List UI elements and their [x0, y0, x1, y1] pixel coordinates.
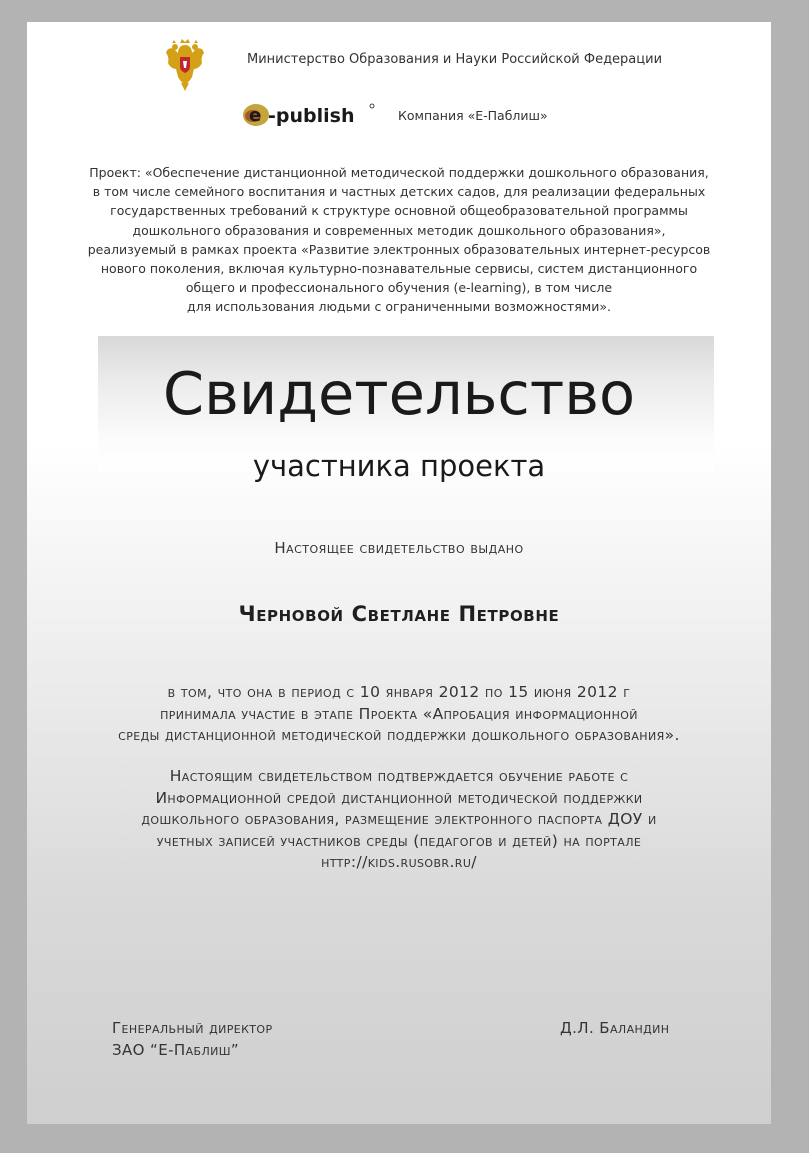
confirmation-text — [27, 766, 771, 874]
ministry-name: Министерство Образования и Науки Российской Федерации — [247, 52, 663, 67]
confirm-line: Информационной средой дистанционной методической поддержки — [155, 788, 643, 807]
company-name: Компания «Е-Паблиш» — [398, 108, 548, 123]
participation-period — [27, 682, 771, 747]
confirm-line: Настоящим свидетельством подтверждается обучение работе с — [169, 767, 629, 785]
project-line: в том числе семейного воспитания и частных детских садов, для реализации федеральных — [92, 184, 706, 200]
recipient-name: Черновой Светлане Петровне — [238, 602, 560, 626]
project-description — [57, 163, 741, 317]
signer-position — [112, 1017, 273, 1061]
period-line: среды дистанционной методической поддержки дошкольного образования». — [118, 726, 680, 745]
project-line: общего и профессионального обучения (e-learning), в том числе — [185, 280, 613, 296]
signer-title: Генеральный директор — [112, 1019, 273, 1037]
period-line: в том, что она в период с 10 января 2012 по 15 июня 2012 г — [167, 683, 631, 701]
project-line: Проект: «Обеспечение дистанционной методической поддержки дошкольного образования, — [89, 165, 709, 180]
project-line: реализуемый в рамках проекта «Развитие электронных образовательных интернет-ресурсов — [87, 241, 711, 257]
signer-name: Д.Л. Баландин — [560, 1019, 670, 1037]
project-line: дошкольного образования и современных методик дошкольного образования», — [132, 222, 666, 238]
project-line: для использования людьми с ограниченными возможностями». — [187, 299, 611, 315]
russian-coat-of-arms-icon — [164, 37, 206, 93]
svg-text:e: e — [249, 105, 262, 126]
certificate-subtitle: участника проекта — [252, 449, 546, 483]
confirm-line: учетных записей участников среды (педагогов и детей) на портале — [156, 831, 642, 850]
portal-url: http://kids.rusobr.ru/ — [321, 853, 477, 872]
confirm-line: дошкольного образования, размещение электронного паспорта ДОУ и — [141, 810, 657, 829]
period-line: принимала участие в этапе Проекта «Апробация информационной — [160, 704, 638, 723]
issued-to-label: Настоящее свидетельство выдано — [274, 539, 524, 557]
e-publish-logo — [242, 99, 377, 129]
certificate-title: Свидетельство — [162, 359, 636, 428]
project-line: государственных требований к структуре основной общеобразовательной программы — [110, 203, 688, 219]
signer-company: ЗАО “Е-Паблиш” — [112, 1041, 240, 1059]
svg-text:-publish: -publish — [268, 105, 355, 127]
project-line: нового поколения, включая культурно-познавательные сервисы, систем дистанционного — [100, 261, 698, 277]
certificate-page — [27, 22, 771, 1124]
